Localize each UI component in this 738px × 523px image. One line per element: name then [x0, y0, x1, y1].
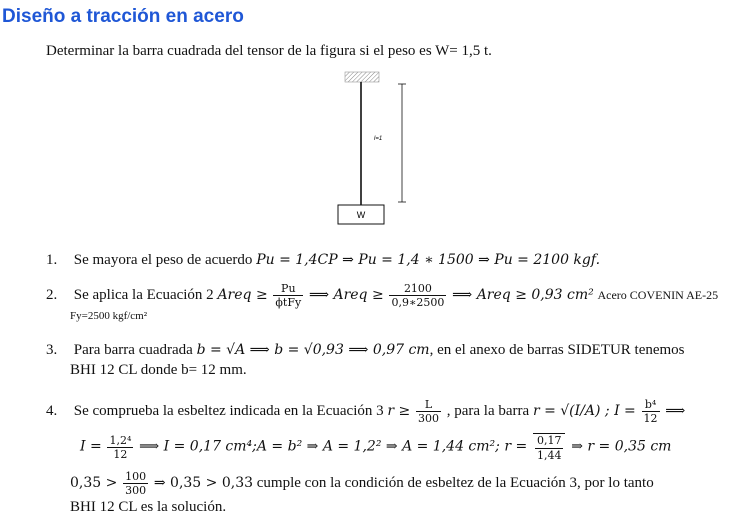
step-number: 3.	[46, 342, 58, 358]
step-math-c: ⟹ Areq ≥ 0,93 cm²	[452, 287, 594, 304]
step-text: Se comprueba la esbeltez indicada en la Ecuación 3	[73, 403, 384, 420]
fraction-b4-12: $\frac{\text{b⁴}}{12}$	[643, 398, 658, 426]
step-4-line-3: 0,35 > $\frac{100}{300}$ ⇒ 0,35 > 0,33 cumple con la condición de esbeltez de la Ecuación 3, por lo tanto	[70, 469, 654, 497]
step-1	[46, 250, 600, 270]
weight-label: W	[356, 210, 366, 220]
step-4-line-2: I = $\frac{\text{1,2⁴}}{12}$ ⟹ I = 0,17 cm⁴;A = b² ⇒ A = 1,2² ⇒ A = 1,44 cm²; r = $\frac{0,17}{1,44}$ ⇒ r = 0,35 cm	[80, 433, 672, 462]
step-text: Se aplica la Ecuación 2	[73, 287, 214, 304]
step-number: 4.	[46, 403, 58, 420]
fraction-12-4: $\frac{\text{1,2⁴}}{12}$	[109, 433, 132, 462]
step-math: b = √A ⟹ b = √0,93 ⟹ 0,97 cm	[196, 342, 430, 358]
fraction-2100: $\frac{2100}{0,9∗2500}$	[391, 282, 445, 310]
step-text-2: , para la barra	[446, 403, 530, 420]
tensor-figure	[330, 70, 420, 230]
step-math-a: r ≥	[387, 403, 411, 420]
step-line-2: BHI 12 CL donde b= 12 mm.	[70, 362, 247, 379]
step-number: 1.	[46, 252, 58, 268]
step-text: Se mayora el peso de acuerdo	[73, 252, 253, 268]
step-math-a: Areq ≥	[217, 287, 268, 304]
step-4	[46, 398, 685, 517]
support-hatch	[345, 72, 379, 82]
step-text: Para barra cuadrada	[73, 342, 193, 358]
step-math-b: ⟹ Areq ≥	[308, 287, 384, 304]
step-2	[46, 282, 718, 324]
problem-statement: Determinar la barra cuadrada del tensor de la figura si el peso es W= 1,5 t.	[46, 43, 492, 59]
steel-note: Acero COVENIN AE-25	[597, 288, 719, 303]
step-text-2: , en el anexo de barras SIDETUR tenemos	[429, 342, 685, 358]
fraction-pu-phi: $\frac{Pu}{\text{ϕtFy}}$	[275, 282, 302, 310]
step-3	[46, 340, 685, 381]
step-math-b: r = √(I/A) ; I =	[532, 403, 636, 420]
fraction-l-300: $\frac{L}{300}$	[417, 398, 439, 426]
step-math: Pu = 1,4CP ⇒ Pu = 1,4 ∗ 1500 ⇒ Pu = 2100 kgf.	[256, 252, 601, 268]
step-4-line-4: BHI 12 CL es la solución.	[70, 499, 227, 516]
page-title: Diseño a tracción en acero	[2, 6, 244, 27]
fy-note: Fy=2500 kgf/cm²	[70, 310, 148, 323]
step-number: 2.	[46, 287, 58, 304]
fraction-100-300: $\frac{100}{300}$	[125, 469, 147, 497]
fraction-r: $\frac{0,17}{1,44}$	[533, 433, 566, 461]
length-label: l=1	[374, 136, 383, 142]
step-math-c: ⟹	[665, 403, 686, 420]
